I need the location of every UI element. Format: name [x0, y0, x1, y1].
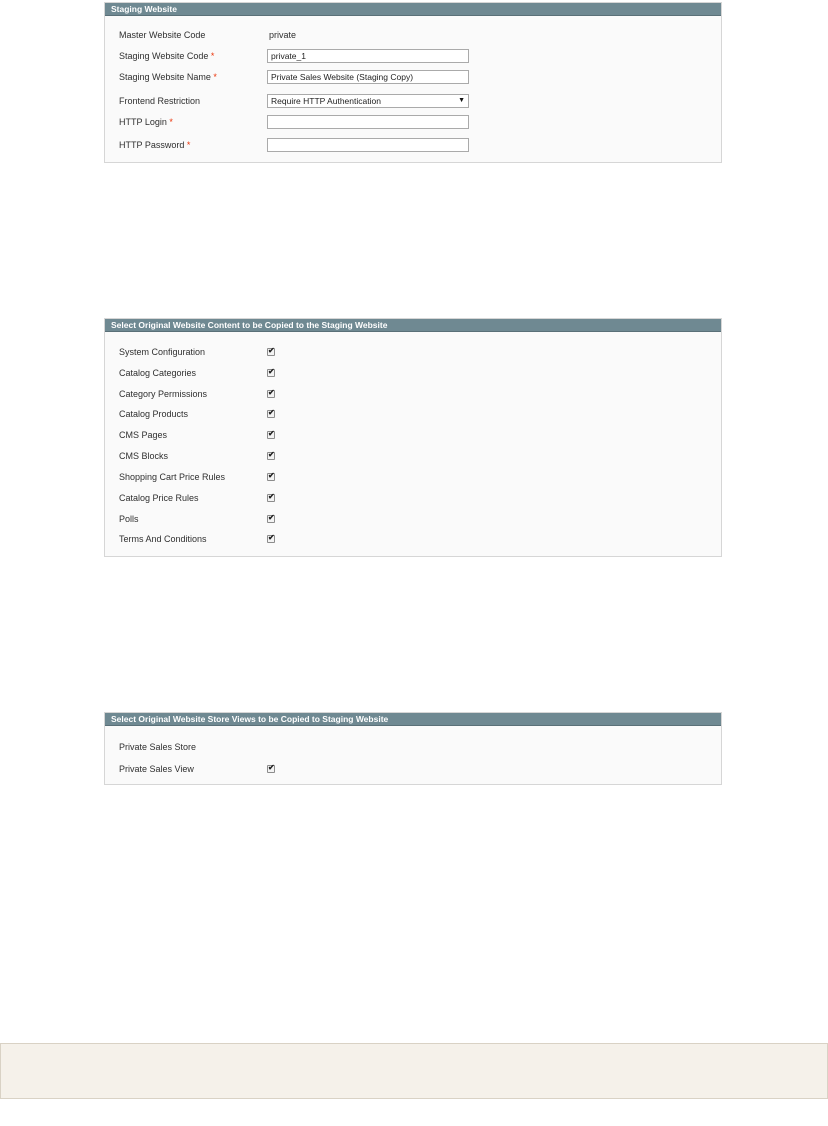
category-permissions-checkbox[interactable] [267, 390, 275, 398]
frontend-restriction-value: Require HTTP Authentication [271, 96, 381, 106]
store-views-fieldset [104, 712, 722, 785]
required-marker: * [210, 51, 215, 61]
catalog-products-checkbox[interactable] [267, 410, 275, 418]
store-label: Private Sales Store [119, 742, 197, 752]
master-website-code-label: Master Website Code [119, 30, 206, 40]
polls-checkbox[interactable] [267, 515, 275, 523]
cms-blocks-checkbox[interactable] [267, 452, 275, 460]
content-item-label: Terms And Conditions [119, 534, 207, 544]
http-password-input[interactable] [267, 138, 469, 152]
catalog-price-rules-checkbox[interactable] [267, 494, 275, 502]
checkmark-icon: ✔ [268, 367, 275, 376]
http-login-label: HTTP Login * [119, 117, 173, 127]
content-item-label: Catalog Categories [119, 368, 197, 378]
master-website-code-value: private [269, 30, 297, 40]
cms-pages-checkbox[interactable] [267, 431, 275, 439]
terms-and-conditions-checkbox[interactable] [267, 535, 275, 543]
checkmark-icon: ✔ [268, 513, 275, 522]
notice-box [0, 1043, 828, 1099]
required-marker: * [213, 72, 217, 82]
dropdown-arrow-icon[interactable]: ▼ [458, 97, 465, 104]
private-sales-view-checkbox[interactable] [267, 765, 275, 773]
content-item-label: System Configuration [119, 347, 206, 357]
checkmark-icon: ✔ [268, 408, 275, 417]
required-marker: * [186, 140, 191, 150]
checkmark-icon: ✔ [268, 533, 275, 542]
http-password-label: HTTP Password * [119, 140, 191, 150]
checkmark-icon: ✔ [268, 388, 275, 397]
staging-website-name-label: Staging Website Name * [119, 72, 217, 82]
content-item-label: Category Permissions [119, 389, 208, 399]
content-item-label: CMS Blocks [119, 451, 169, 461]
content-item-label: Catalog Price Rules [119, 493, 199, 503]
staging-website-name-input[interactable]: Private Sales Website (Staging Copy) [267, 70, 469, 84]
staging-website-code-input[interactable]: private_1 [267, 49, 469, 63]
checkmark-icon: ✔ [268, 492, 275, 501]
system-configuration-checkbox[interactable] [267, 348, 275, 356]
content-copy-fieldset [104, 318, 722, 557]
http-login-input[interactable] [267, 115, 469, 129]
staging-website-header: Staging Website [105, 3, 721, 16]
content-item-label: CMS Pages [119, 430, 168, 440]
checkmark-icon: ✔ [268, 429, 275, 438]
content-item-label: Polls [119, 514, 139, 524]
checkmark-icon: ✔ [268, 450, 275, 459]
staging-website-code-label: Staging Website Code * [119, 51, 215, 61]
frontend-restriction-label: Frontend Restriction [119, 96, 201, 106]
shopping-cart-price-rules-checkbox[interactable] [267, 473, 275, 481]
checkmark-icon: ✔ [268, 346, 275, 355]
frontend-restriction-select[interactable] [267, 94, 469, 108]
content-copy-header: Select Original Website Content to be Copied to the Staging Website [105, 319, 721, 332]
catalog-categories-checkbox[interactable] [267, 369, 275, 377]
checkmark-icon: ✔ [268, 763, 275, 772]
store-views-header: Select Original Website Store Views to be Copied to Staging Website [105, 713, 721, 726]
checkmark-icon: ✔ [268, 471, 275, 480]
required-marker: * [169, 117, 173, 127]
content-item-label: Shopping Cart Price Rules [119, 472, 226, 482]
content-item-label: Catalog Products [119, 409, 189, 419]
staging-website-fieldset [104, 2, 722, 163]
store-view-label: Private Sales View [119, 764, 194, 774]
